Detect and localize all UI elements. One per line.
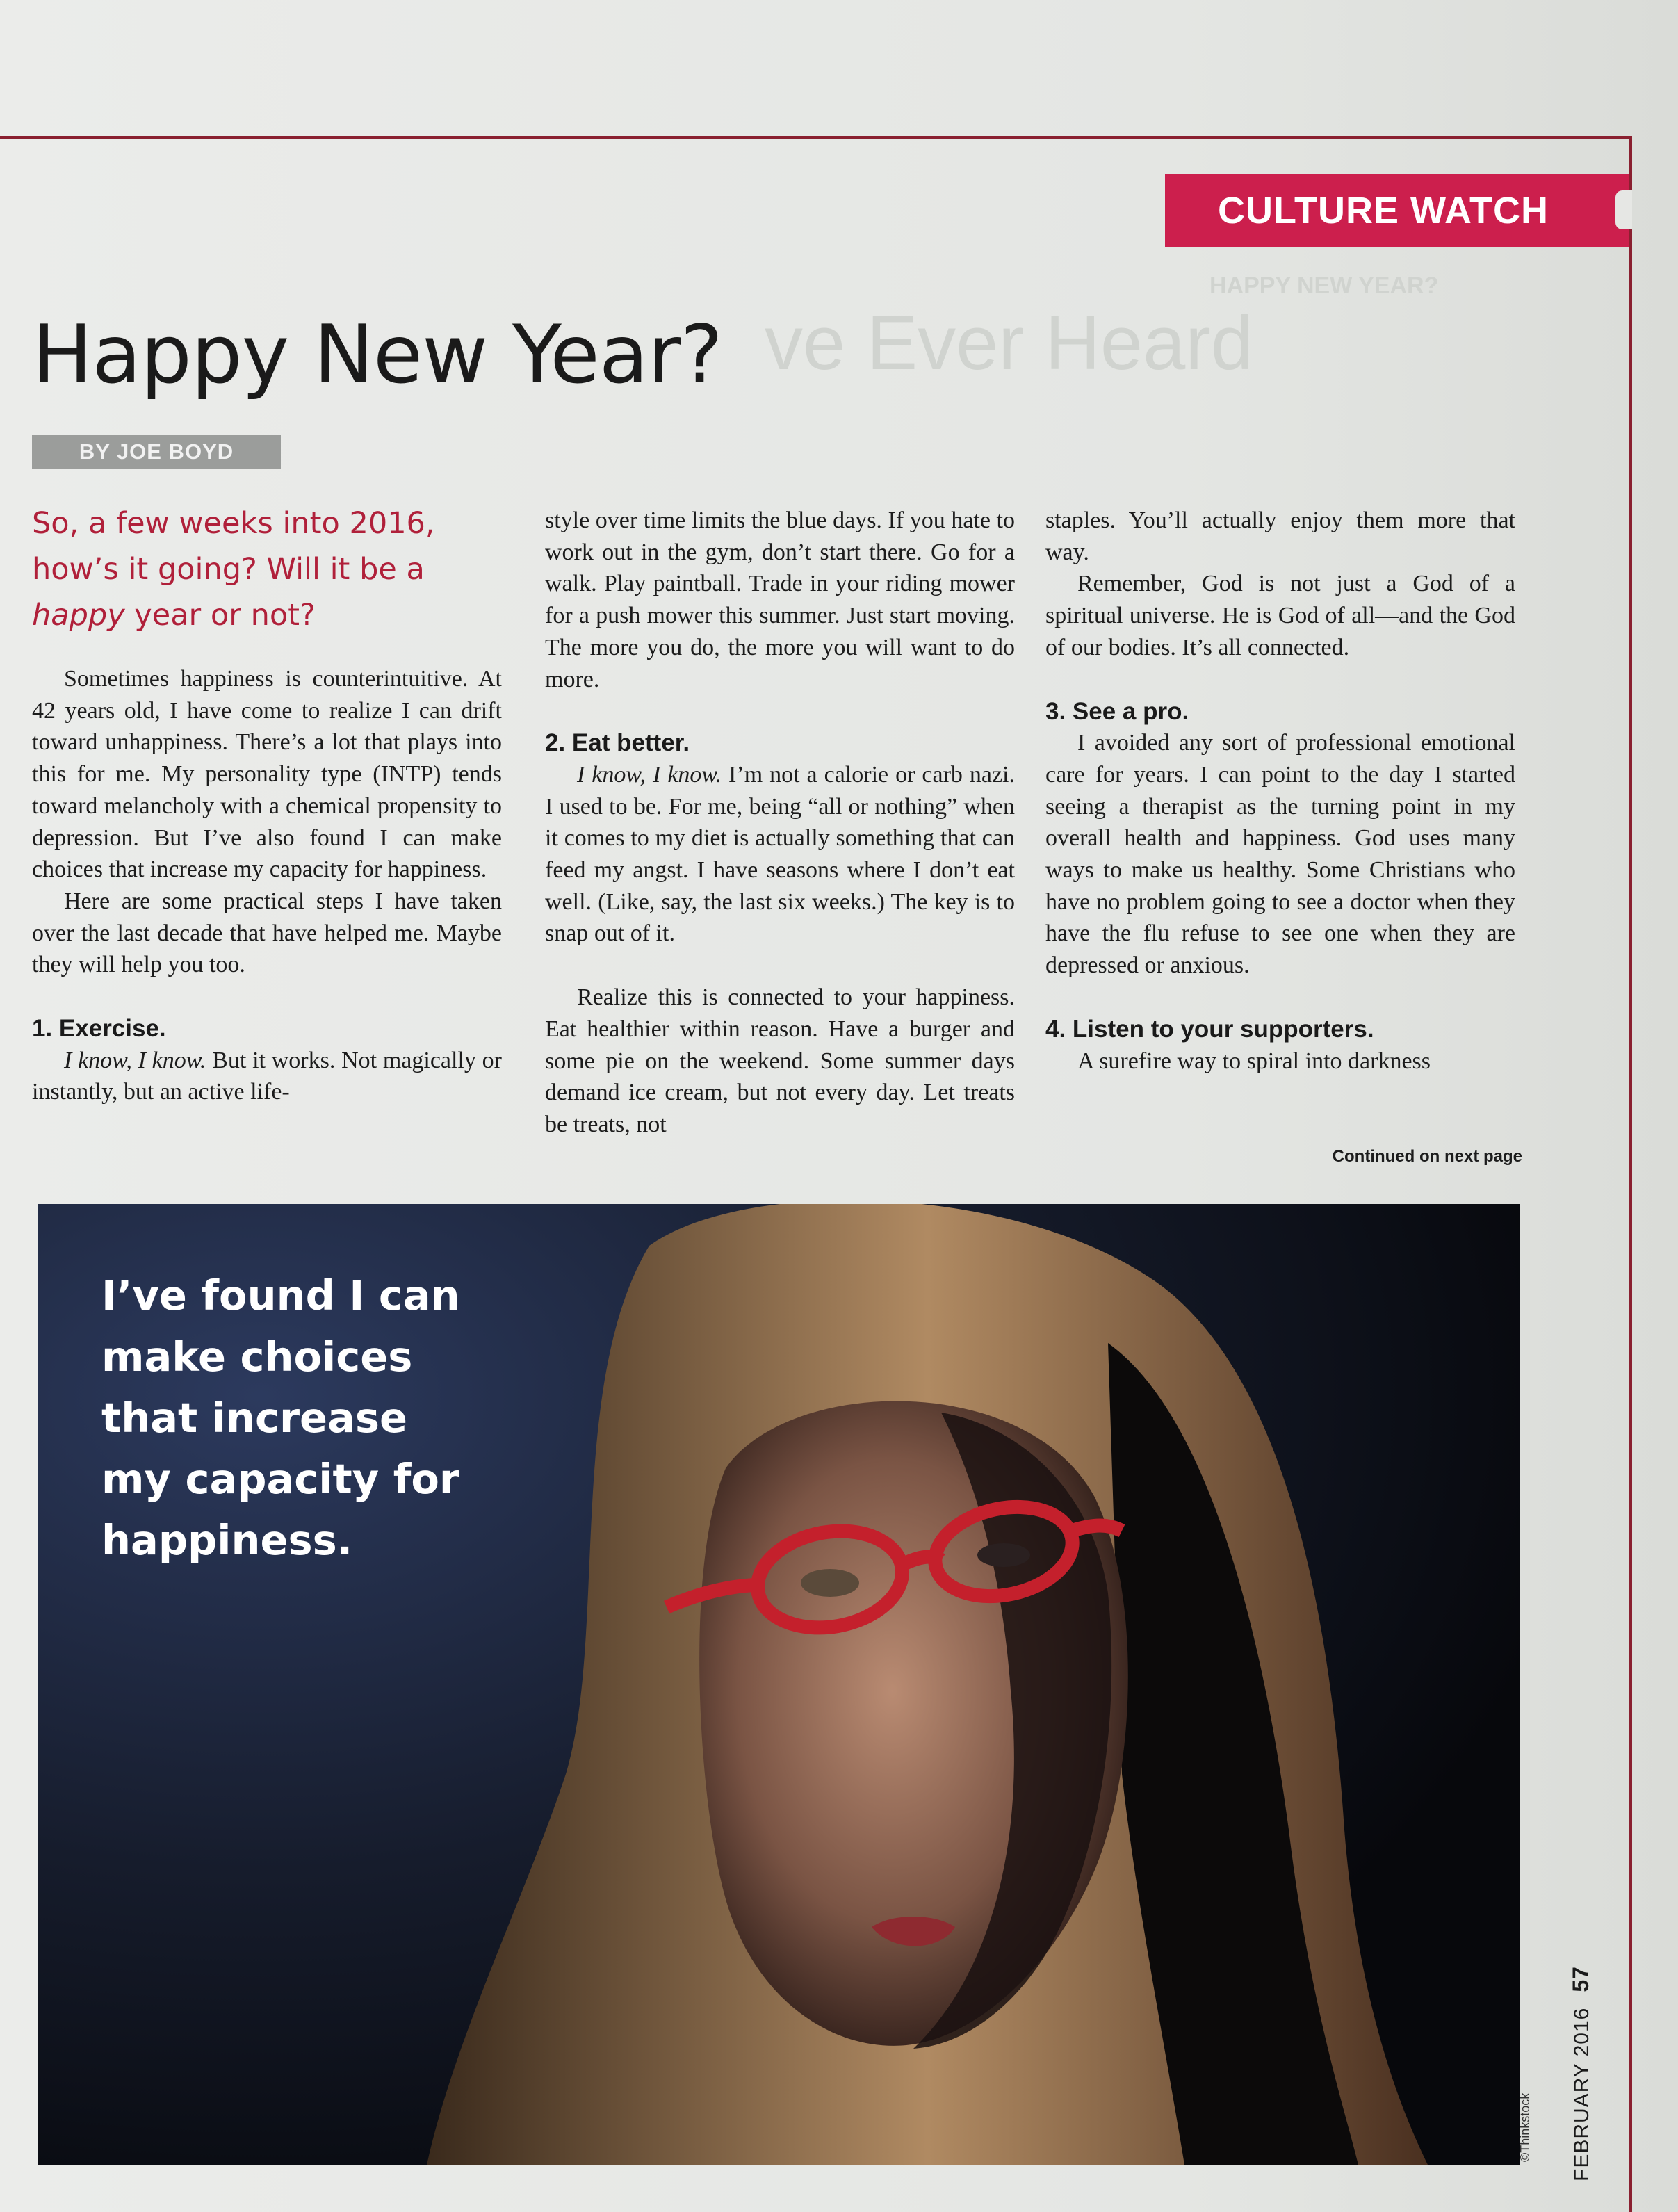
- article-deck: [32, 501, 505, 638]
- body-paragraph: I avoided any sort of professional emotional care for years. I can point to the day I started seeing a therapist as the turning point in my overall health and happiness. God uses many ways to make us healthy. Some Christians who have no problem going to see a doctor when they have the flu refuse to see one when they are depressed or anxious.: [1045, 730, 1515, 979]
- body-paragraph: A surefire way to spiral into darkness: [1077, 1048, 1431, 1074]
- eye-right: [977, 1543, 1030, 1567]
- continued-note: Continued on next page: [1332, 1147, 1522, 1166]
- subhead-listen: 4. Listen to your supporters.: [1045, 1015, 1374, 1043]
- body-column-1: [32, 663, 502, 1108]
- folio: [1568, 1966, 1594, 2181]
- issue-date: FEBRUARY 2016: [1570, 2007, 1593, 2181]
- body-paragraph: Sometimes happiness is counterintuitive. At 42 years old, I have come to realize I can drift toward unhappiness. There’s a lot that plays into this for me. My personality type (INTP) tends toward melancholy with a chemical propensity to depression. But I’ve also found I can make choices that increase my capacity for happiness.: [32, 666, 502, 883]
- pull-quote: I’ve found I can make choices that increase my capacity for happiness.: [101, 1271, 460, 1564]
- body-paragraph: Remember, God is not just a God of a spiritual universe. He is God of all—and the God of our bodies. It’s all connected.: [1045, 571, 1515, 660]
- deck-line: how’s it going? Will it be a: [32, 552, 425, 587]
- body-paragraph: staples. You’ll actually enjoy them more that way.: [1045, 507, 1515, 565]
- page-number: 57: [1568, 1966, 1593, 1992]
- byline: [32, 435, 281, 469]
- subhead-see-a-pro: 3. See a pro.: [1045, 697, 1189, 725]
- eye-left: [801, 1569, 859, 1597]
- body-column-3: [1045, 505, 1515, 1077]
- subhead-exercise: 1. Exercise.: [32, 1015, 166, 1043]
- section-label-text: CULTURE WATCH: [1218, 190, 1549, 231]
- byline-text: BY JOE BOYD: [79, 439, 234, 464]
- deck-line: [32, 592, 505, 638]
- body-paragraph: Here are some practical steps I have taken over the last decade that have helped me. Maybe they will help you too.: [32, 888, 502, 978]
- show-through-text: ve Ever Heard: [765, 300, 1254, 386]
- article-title: Happy New Year?: [32, 308, 723, 402]
- deck-emphasis: happy: [32, 598, 125, 633]
- section-tab-notch: [1615, 190, 1632, 229]
- photo-credit: ©Thinkstock: [1518, 2092, 1532, 2162]
- body-emphasis: I know, I know.: [64, 1047, 206, 1073]
- body-text: I’m not a calorie or carb nazi. I used to be. For me, being “all or nothing” when it comes to my diet is actually something that can feed my angst. I have seasons where I don’t eat well. (Like, say, the last six weeks.) The key is to snap out of it.: [545, 761, 1015, 947]
- body-text: But it works. Not magically or instantly, but an active life-: [32, 1047, 502, 1105]
- body-paragraph: style over time limits the blue days. If you hate to work out in the gym, don’t start there. Go for a walk. Play paintball. Trade in your riding mower for a push mower this summer. Just start moving. The more you do, the more you will want to do more.: [545, 507, 1015, 692]
- subhead-eat-better: 2. Eat better.: [545, 729, 690, 757]
- frame-rule-right: [1629, 136, 1632, 2212]
- body-emphasis: I know, I know.: [577, 761, 722, 788]
- photo: [38, 1204, 1520, 2165]
- frame-rule-top: [0, 136, 1632, 139]
- section-label: [1165, 174, 1629, 247]
- show-through-text: HAPPY NEW YEAR?: [1209, 273, 1439, 299]
- body-column-2: [545, 505, 1015, 1141]
- deck-line-rest: year or not?: [124, 598, 316, 633]
- body-paragraph: Realize this is connected to your happiness. Eat healthier within reason. Have a burger and some pie on the weekend. Some summer days demand ice cream, but not every day. Let treats be treats, not: [545, 984, 1015, 1137]
- body-paragraph: [545, 759, 1015, 950]
- deck-line: So, a few weeks into 2016,: [32, 506, 435, 541]
- body-paragraph: [32, 1045, 502, 1108]
